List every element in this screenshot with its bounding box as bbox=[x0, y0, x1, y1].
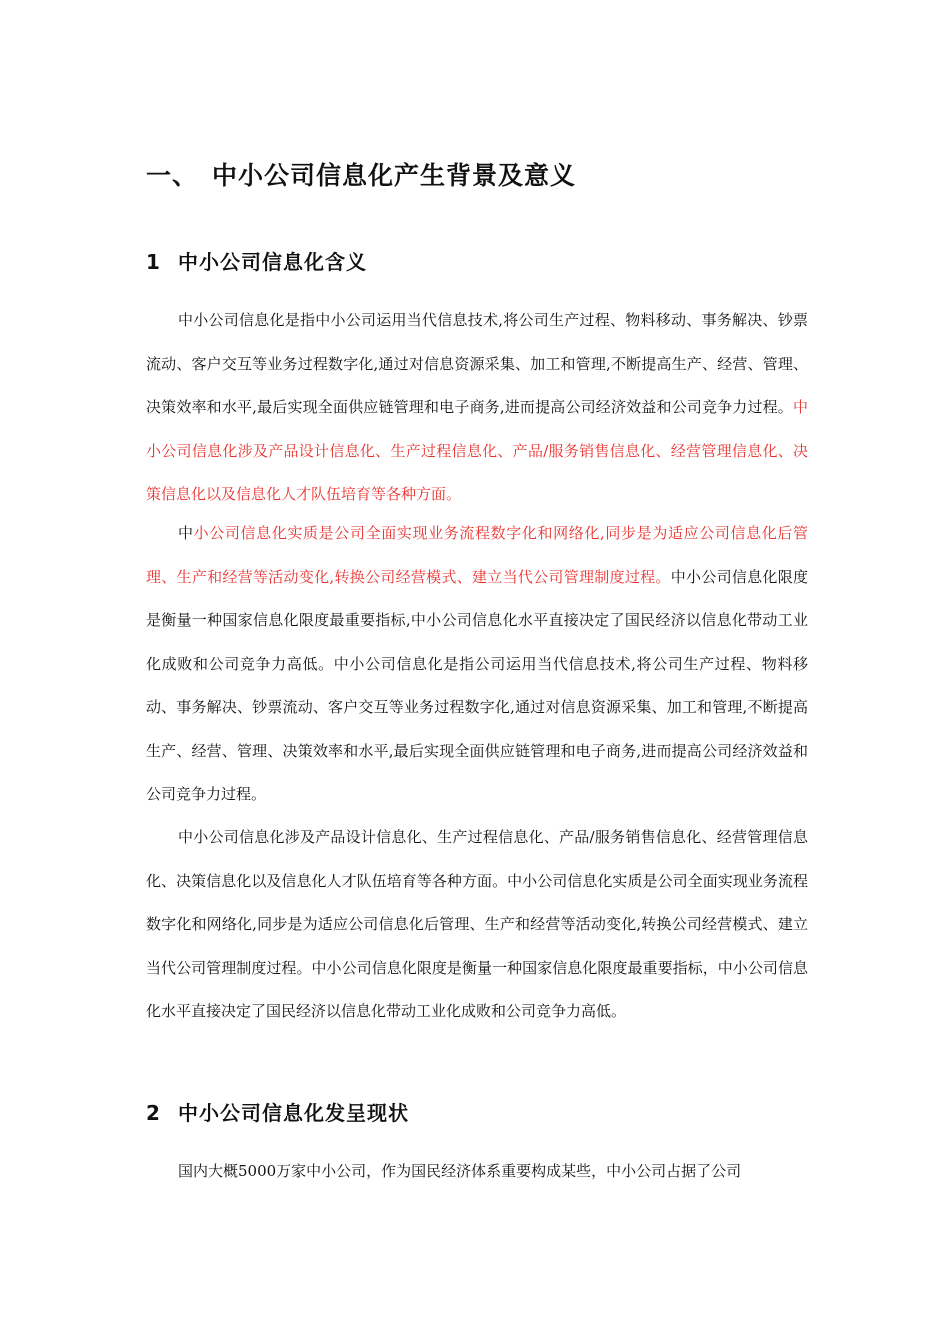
section-title: 中小公司信息化含义 bbox=[178, 250, 367, 274]
section-heading-2 bbox=[146, 1097, 409, 1126]
paragraph-4 bbox=[146, 1150, 808, 1194]
paragraph-text: 中小公司信息化涉及产品设计信息化、生产过程信息化、产品/服务销售信息化、经营管理信息化、决策信息化以及信息化人才队伍培育等各种方面。中小公司信息化实质是公司全面实现业务流程数字化和网络化,同步是为适应公司信息化后管理、生产和经营等活动变化,转换公司经营模式、建立当代公司管理制度过程。中小公司信息化限度是衡量一种国家信息化限度最重要指标，中小公司信息化水平直接决定了国民经济以信息化带动工业化成败和公司竞争力高低。 bbox=[146, 828, 808, 1020]
section-heading-1 bbox=[146, 246, 367, 275]
section-number: 1 bbox=[146, 250, 161, 274]
highlighted-text: 小公司信息化实质是公司全面实现业务流程数字化和网络化,同步是为适应公司信息化后管理、生产和经营等活动变化,转换公司经营模式、建立当代公司管理制度过程。 bbox=[146, 524, 808, 586]
chapter-title: 中小公司信息化产生背景及意义 bbox=[212, 161, 577, 190]
section-number: 2 bbox=[146, 1101, 161, 1125]
paragraph-text: 国内大概5000万家中小公司，作为国民经济体系重要构成某些，中小公司占据了公司 bbox=[178, 1162, 742, 1180]
paragraph-3 bbox=[146, 816, 808, 1034]
paragraph-text: 中小公司信息化是指中小公司运用当代信息技术,将公司生产过程、物料移动、事务解决、钞票流动、客户交互等业务过程数字化,通过对信息资源采集、加工和管理,不断提高生产、经营、管理、决策效率和水平,最后实现全面供应链管理和电子商务,进而提高公司经济效益和公司竞争力过程。 bbox=[146, 311, 808, 416]
chapter-number: 一、 bbox=[146, 161, 199, 190]
paragraph-text: 中 bbox=[178, 524, 194, 542]
section-title: 中小公司信息化发呈现状 bbox=[178, 1101, 409, 1125]
chapter-heading bbox=[146, 156, 576, 192]
paragraph-2 bbox=[146, 512, 808, 817]
paragraph-text: 中小公司信息化限度是衡量一种国家信息化限度最重要指标,中小公司信息化水平直接决定了国民经济以信息化带动工业化成败和公司竞争力高低。中小公司信息化是指公司运用当代信息技术,将公司生产过程、物料移动、事务解决、钞票流动、客户交互等业务过程数字化,通过对信息资源采集、加工和管理,不断提高生产、经营、管理、决策效率和水平,最后实现全面供应链管理和电子商务,进而提高公司经济效益和公司竞争力过程。 bbox=[146, 567, 808, 803]
highlighted-text: 中小公司信息化涉及产品设计信息化、生产过程信息化、产品/服务销售信息化、经营管理信息化、决策信息化以及信息化人才队伍培育等各种方面。 bbox=[146, 398, 808, 503]
paragraph-1 bbox=[146, 299, 808, 517]
